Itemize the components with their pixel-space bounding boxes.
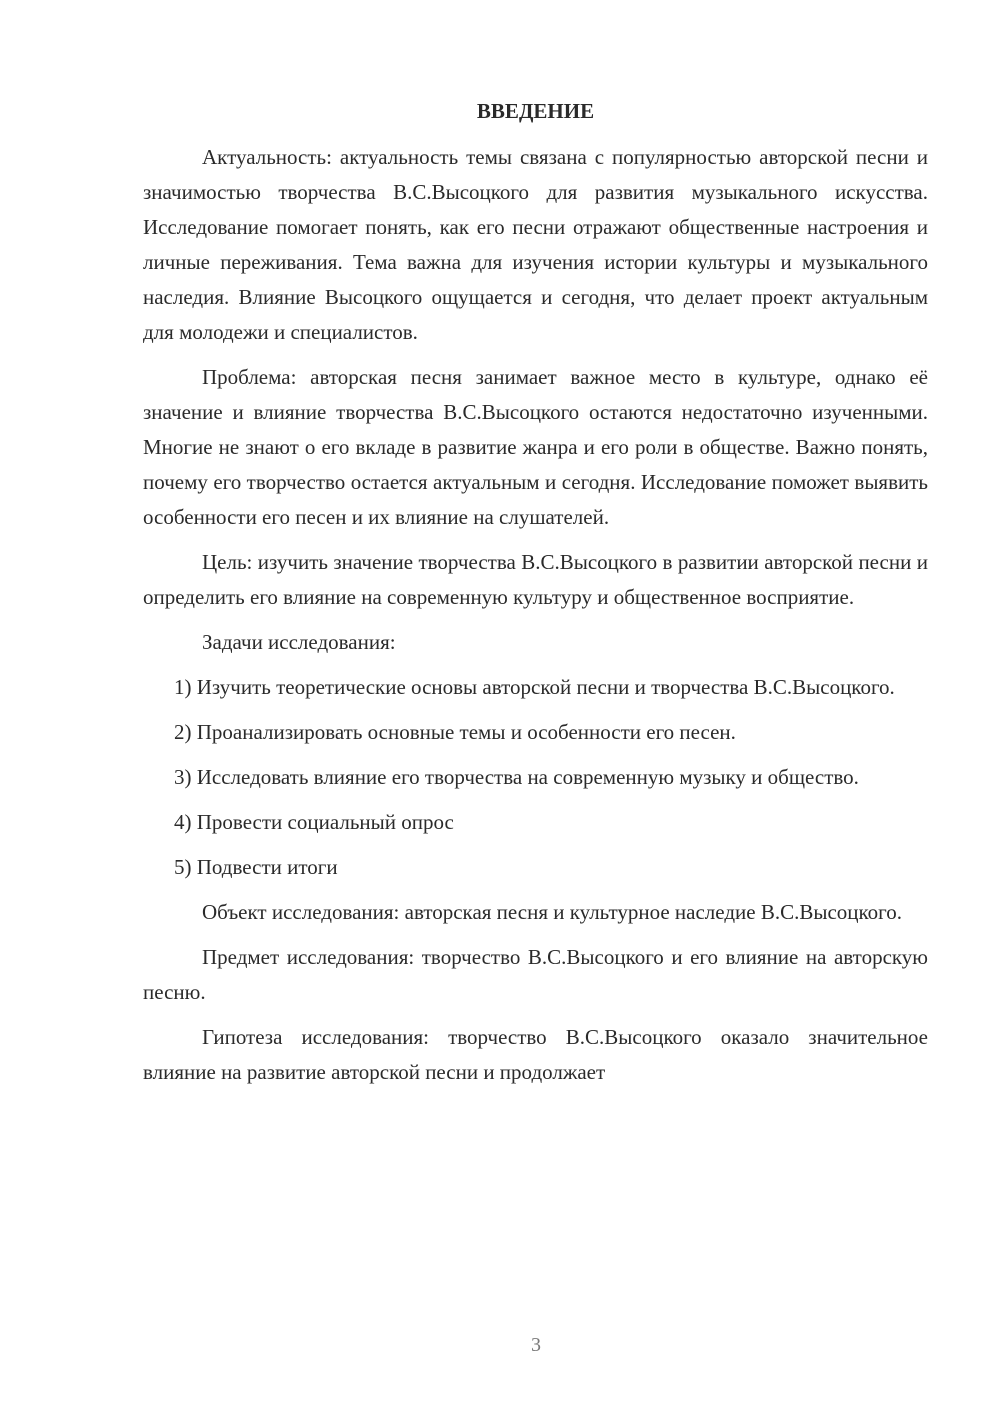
relevance-paragraph: Актуальность: актуальность темы связана с популярностью авторской песни и значимостью творчества В.С.Высоцкого для развития музыкального искусства. Исследование помогает понять, как его песни отражают общественные настроения и личные переживания. Тема важна для изучения истории культуры и музыкального наследия. Влияние Высоцкого ощущается и сегодня, что делает проект актуальным для молодежи и специалистов. <box>143 145 928 344</box>
object-paragraph: Объект исследования: авторская песня и культурное наследие В.С.Высоцкого. <box>202 900 902 924</box>
goal-paragraph: Цель: изучить значение творчества В.С.Высоцкого в развитии авторской песни и определить его влияние на современную культуру и общественное восприятие. <box>143 550 928 609</box>
page-number: 3 <box>531 1334 541 1356</box>
page-title: ВВЕДЕНИЕ <box>476 99 595 123</box>
list-item: 3) Исследовать влияние его творчества на современную музыку и общество. <box>174 765 859 789</box>
subject-paragraph: Предмет исследования: творчество В.С.Высоцкого и его влияние на авторскую песню. <box>143 945 928 1004</box>
page-content <box>143 96 928 1100</box>
list-item: 1) Изучить теоретические основы авторской песни и творчества В.С.Высоцкого. <box>174 675 895 699</box>
list-item: 5) Подвести итоги <box>174 855 338 879</box>
list-item: 2) Проанализировать основные темы и особенности его песен. <box>174 720 736 744</box>
problem-paragraph: Проблема: авторская песня занимает важное место в культуре, однако её значение и влияние творчества В.С.Высоцкого остаются недостаточно изученными. Многие не знают о его вкладе в развитие жанра и его роли в обществе. Важно понять, почему его творчество остается актуальным и сегодня. Исследование поможет выявить особенности его песен и их влияние на слушателей. <box>143 365 928 529</box>
list-item: 4) Провести социальный опрос <box>174 810 454 834</box>
tasks-list <box>143 670 928 885</box>
hypothesis-paragraph: Гипотеза исследования: творчество В.С.Высоцкого оказало значительное влияние на развитие авторской песни и продолжает <box>143 1025 928 1084</box>
tasks-heading: Задачи исследования: <box>202 630 396 654</box>
